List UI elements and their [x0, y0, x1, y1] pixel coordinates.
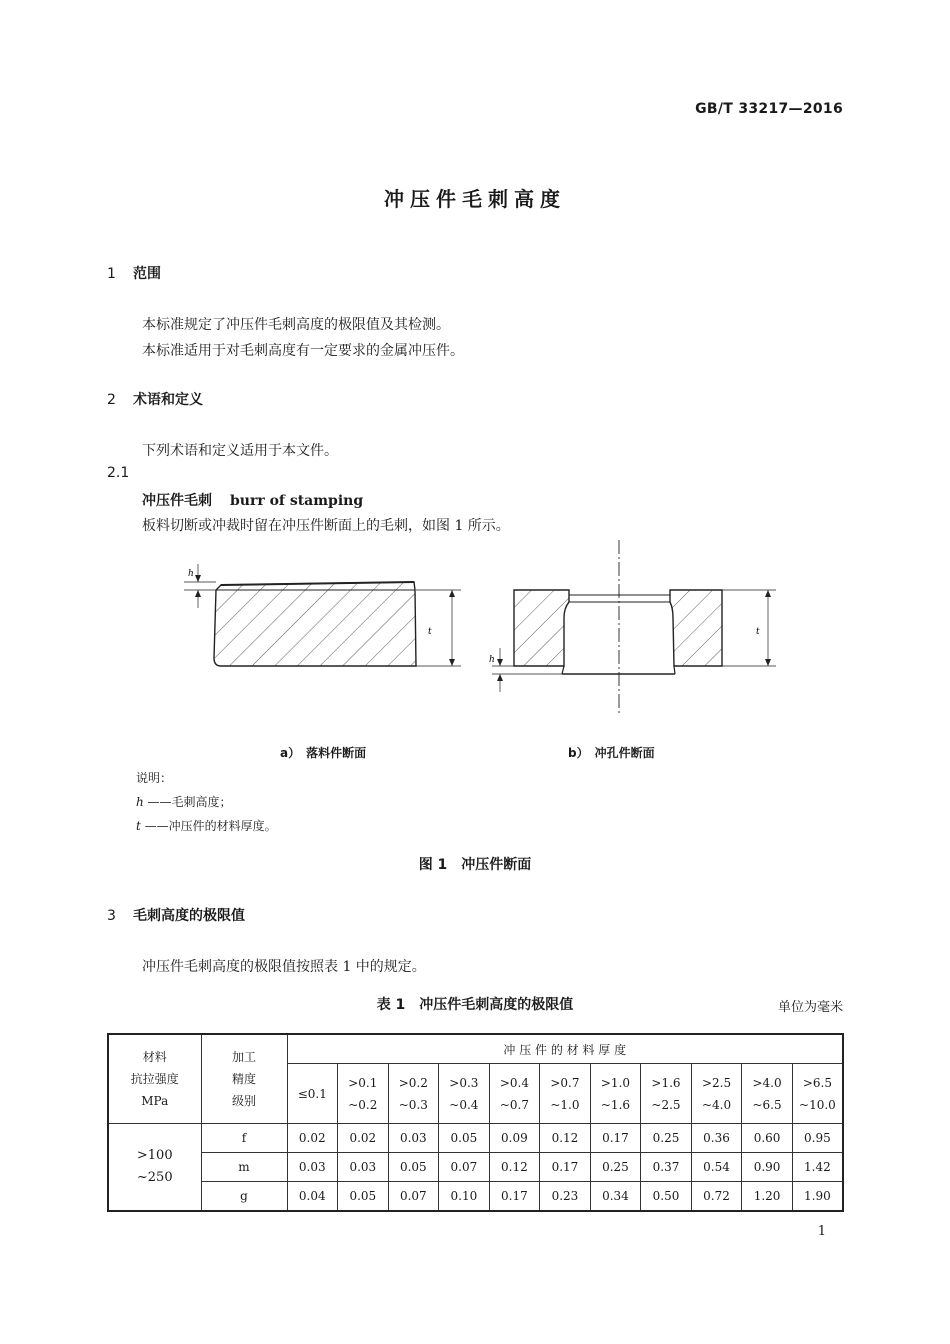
dim-t-label: t: [428, 627, 432, 637]
value-cell: 0.12: [540, 1124, 591, 1153]
table-row: [108, 1124, 843, 1153]
range-upper: ~6.5: [752, 1097, 782, 1112]
subfigure-b-caption: b） 冲孔件断面: [568, 746, 655, 760]
strength-line: ~250: [136, 1170, 173, 1185]
paragraph: 下列术语和定义适用于本文件。: [142, 443, 338, 459]
thickness-range-cell: [388, 1064, 439, 1124]
range-upper: ~10.0: [799, 1097, 836, 1112]
value-cell: 0.05: [439, 1124, 490, 1153]
range-lower: >0.1: [348, 1075, 378, 1090]
thickness-range-cell: [489, 1064, 540, 1124]
range-lower: >0.4: [499, 1075, 529, 1090]
dim-t-label: t: [756, 627, 760, 637]
legend-item-h: [136, 793, 232, 810]
paragraph: 本标准适用于对毛刺高度有一定要求的金属冲压件。: [142, 343, 464, 359]
value-cell: 0.54: [691, 1153, 742, 1182]
paragraph: 本标准规定了冲压件毛刺高度的极限值及其检测。: [142, 317, 450, 333]
burr-limit-table: [107, 1033, 844, 1212]
paragraph: 冲压件毛刺高度的极限值按照表 1 中的规定。: [142, 959, 426, 975]
value-cell: 0.17: [590, 1124, 641, 1153]
value-cell: 0.36: [691, 1124, 742, 1153]
header-thickness: 冲 压 件 的 材 料 厚 度: [287, 1034, 843, 1064]
section-title: 术语和定义: [133, 392, 203, 408]
value-cell: 0.17: [540, 1153, 591, 1182]
subsection-number: 2.1: [107, 465, 130, 481]
grade-cell: f: [201, 1124, 287, 1153]
figure-caption: 图 1 冲压件断面: [418, 857, 532, 873]
value-cell: 0.03: [338, 1153, 389, 1182]
legend-title: 说明：: [136, 771, 173, 785]
legend-text: ——冲压件的材料厚度。: [140, 819, 277, 833]
section-2-heading: [107, 389, 203, 409]
thickness-range-cell: [439, 1064, 490, 1124]
legend-text: ——毛刺高度；: [143, 795, 232, 809]
document-title: 冲压件毛刺高度: [384, 187, 566, 211]
thickness-range-cell: [641, 1064, 692, 1124]
section-number: 3: [107, 908, 116, 924]
dim-h-label: h: [489, 655, 495, 665]
thickness-range-cell: [742, 1064, 793, 1124]
value-cell: 0.09: [489, 1124, 540, 1153]
range-lower: >1.0: [600, 1075, 631, 1090]
table-unit: 单位为毫米: [777, 1000, 843, 1015]
value-cell: 0.03: [388, 1124, 439, 1153]
thickness-range-cell: [540, 1064, 591, 1124]
header-strength: [108, 1034, 201, 1124]
header-line: MPa: [141, 1094, 169, 1108]
thickness-range-cell: [590, 1064, 641, 1124]
term-definition: 板料切断或冲裁时留在冲压件断面上的毛刺，如图 1 所示。: [142, 518, 510, 534]
value-cell: 0.05: [388, 1153, 439, 1182]
grade-cell: m: [201, 1153, 287, 1182]
range-lower: ≤0.1: [297, 1086, 327, 1101]
header-line: 加工: [231, 1050, 256, 1064]
value-cell: 0.72: [691, 1182, 742, 1212]
strength-line: >100: [136, 1148, 173, 1163]
header-line: 材料: [142, 1050, 167, 1064]
term-entry: [142, 490, 363, 510]
range-upper: ~0.2: [348, 1097, 378, 1112]
value-cell: 0.25: [641, 1124, 692, 1153]
value-cell: 0.90: [742, 1153, 793, 1182]
value-cell: 1.20: [742, 1182, 793, 1212]
value-cell: 0.23: [540, 1182, 591, 1212]
table-row: [108, 1182, 843, 1212]
header-line: 精度: [231, 1072, 256, 1086]
range-upper: ~1.6: [600, 1097, 631, 1112]
value-cell: 0.02: [287, 1124, 338, 1153]
section-number: 2: [107, 392, 116, 408]
value-cell: 0.25: [590, 1153, 641, 1182]
value-cell: 0.05: [338, 1182, 389, 1212]
range-upper: ~0.4: [449, 1097, 479, 1112]
page-number: 1: [817, 1224, 826, 1239]
range-lower: >0.3: [449, 1075, 479, 1090]
range-upper: ~0.3: [398, 1097, 428, 1112]
range-lower: >0.2: [398, 1075, 428, 1090]
thickness-range-cell: [338, 1064, 389, 1124]
value-cell: 0.10: [439, 1182, 490, 1212]
section-title: 毛刺高度的极限值: [133, 908, 245, 924]
legend-symbol: t: [136, 819, 141, 833]
term-chinese: 冲压件毛刺: [142, 493, 212, 509]
value-cell: 0.17: [489, 1182, 540, 1212]
legend-item-t: [136, 817, 277, 834]
range-lower: >4.0: [752, 1075, 782, 1090]
legend-symbol: h: [136, 795, 144, 809]
value-cell: 0.07: [439, 1153, 490, 1182]
value-cell: 0.34: [590, 1182, 641, 1212]
dim-h-label: h: [188, 569, 194, 579]
range-upper: ~1.0: [550, 1097, 580, 1112]
value-cell: 0.03: [287, 1153, 338, 1182]
value-cell: 0.07: [388, 1182, 439, 1212]
range-upper: ~2.5: [651, 1097, 681, 1112]
value-cell: 0.50: [641, 1182, 692, 1212]
range-lower: >6.5: [802, 1075, 832, 1090]
value-cell: 1.90: [792, 1182, 843, 1212]
value-cell: 1.42: [792, 1153, 843, 1182]
standard-code: GB/T 33217—2016: [695, 101, 843, 117]
value-cell: 0.60: [742, 1124, 793, 1153]
value-cell: 0.12: [489, 1153, 540, 1182]
value-cell: 0.04: [287, 1182, 338, 1212]
thickness-range-cell: [691, 1064, 742, 1124]
value-cell: 0.37: [641, 1153, 692, 1182]
stamping-section-figure: [176, 538, 796, 720]
range-lower: >0.7: [550, 1075, 580, 1090]
header-line: 抗拉强度: [130, 1072, 179, 1086]
term-english: burr of stamping: [230, 493, 364, 509]
table-row: [108, 1153, 843, 1182]
grade-cell: g: [201, 1182, 287, 1212]
range-lower: >2.5: [701, 1075, 732, 1090]
thickness-range-cell: [792, 1064, 843, 1124]
value-cell: 0.95: [792, 1124, 843, 1153]
table-caption: 表 1 冲压件毛刺高度的极限值: [376, 997, 574, 1013]
section-title: 范围: [133, 266, 161, 282]
section-3-heading: [107, 905, 245, 925]
thickness-range-cell: [287, 1064, 338, 1124]
punching-section: [489, 540, 776, 716]
section-number: 1: [107, 266, 116, 282]
header-line: 级别: [231, 1094, 256, 1108]
range-upper: ~0.7: [499, 1097, 529, 1112]
subfigure-a-caption: a） 落料件断面: [280, 746, 367, 760]
blanking-section: [184, 564, 461, 666]
section-1-heading: [107, 263, 161, 283]
strength-group: [108, 1124, 201, 1212]
range-upper: ~4.0: [701, 1097, 732, 1112]
header-grade: [201, 1034, 287, 1124]
value-cell: 0.02: [338, 1124, 389, 1153]
range-lower: >1.6: [651, 1075, 681, 1090]
